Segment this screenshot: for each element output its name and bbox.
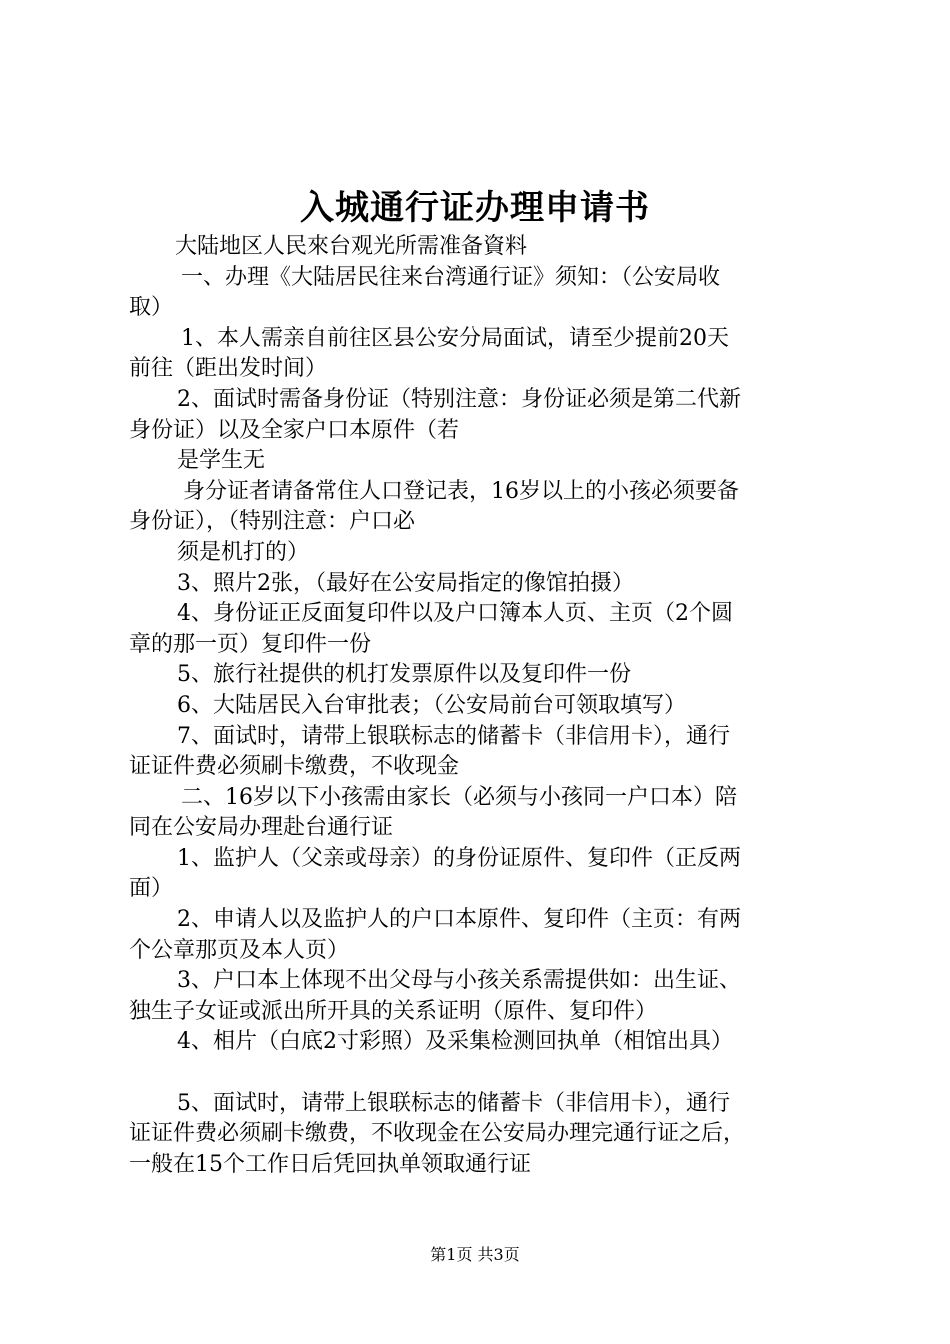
paragraph-line: 身分证者请备常住人口登记表，16岁以上的小孩必须要备 bbox=[183, 478, 739, 504]
paragraph-line: 章的那一页）复印件一份 bbox=[129, 631, 372, 657]
paragraph-line: 二、16岁以下小孩需由家长（必须与小孩同一户口本）陪 bbox=[181, 784, 737, 810]
paragraph-line: 个公章那页及本人页） bbox=[129, 937, 350, 963]
paragraph-line: 1、监护人（父亲或母亲）的身份证原件、复印件（正反两 bbox=[177, 845, 741, 871]
paragraph-line: 同在公安局办理赴台通行证 bbox=[129, 815, 394, 841]
paragraph-line: 1、本人需亲自前往区县公安分局面试，请至少提前20天 bbox=[181, 325, 729, 351]
paragraph-line: 证证件费必须刷卡缴费，不收现金 bbox=[129, 754, 460, 780]
paragraph-line: 一般在15个工作日后凭回执单领取通行证 bbox=[129, 1151, 531, 1177]
paragraph-line: 证证件费必须刷卡缴费，不收现金在公安局办理完通行证之后， bbox=[129, 1121, 746, 1147]
paragraph-line: 4、身份证正反面复印件以及户口簿本人页、主页（2个圆 bbox=[177, 601, 733, 627]
page-number: 第1页 bbox=[430, 1245, 473, 1264]
paragraph-line: 身份证）以及全家户口本原件（若 bbox=[129, 417, 460, 443]
paragraph-line: 取） bbox=[129, 295, 174, 321]
paragraph-line: 3、户口本上体现不出父母与小孩关系需提供如：出生证、 bbox=[177, 968, 741, 994]
paragraph-line: 独生子女证或派出所开具的关系证明（原件、复印件） bbox=[129, 998, 658, 1024]
paragraph-line: 须是机打的） bbox=[177, 539, 310, 565]
paragraph-line: 3、照片2张，（最好在公安局指定的像馆拍摄） bbox=[177, 570, 634, 596]
blank-line bbox=[129, 1058, 831, 1089]
paragraph-line: 7、面试时，请带上银联标志的储蓄卡（非信用卡），通行 bbox=[177, 723, 730, 749]
paragraph-line: 身份证），（特别注意：户口必 bbox=[129, 509, 416, 535]
page-footer bbox=[0, 1244, 950, 1266]
paragraph-line: 2、面试时需备身份证（特别注意：身份证必须是第二代新 bbox=[177, 386, 741, 412]
paragraph-line: 4、相片（白底2寸彩照）及采集检测回执单（相馆出具） bbox=[177, 1029, 733, 1055]
paragraph-line: 2、申请人以及监护人的户口本原件、复印件（主页：有两 bbox=[177, 907, 741, 933]
page-total: 共3页 bbox=[477, 1245, 520, 1264]
paragraph-line: 6、大陆居民入台审批表；（公安局前台可领取填写） bbox=[177, 692, 686, 718]
paragraph-line: 是学生无 bbox=[177, 448, 266, 474]
paragraph-line: 5、面试时，请带上银联标志的储蓄卡（非信用卡），通行 bbox=[177, 1090, 730, 1116]
paragraph-line: 一、办理《大陆居民往来台湾通行证》须知：（公安局收 bbox=[181, 264, 721, 290]
paragraph-line: 面） bbox=[129, 876, 174, 902]
paragraph-line: 前往（距出发时间） bbox=[129, 356, 328, 382]
document-title: 入城通行证办理申请书 bbox=[300, 188, 650, 228]
document-body bbox=[129, 232, 831, 1180]
paragraph-line: 5、旅行社提供的机打发票原件以及复印件一份 bbox=[177, 662, 631, 688]
paragraph-line: 大陆地区人民來台观光所需准备資料 bbox=[175, 234, 528, 259]
